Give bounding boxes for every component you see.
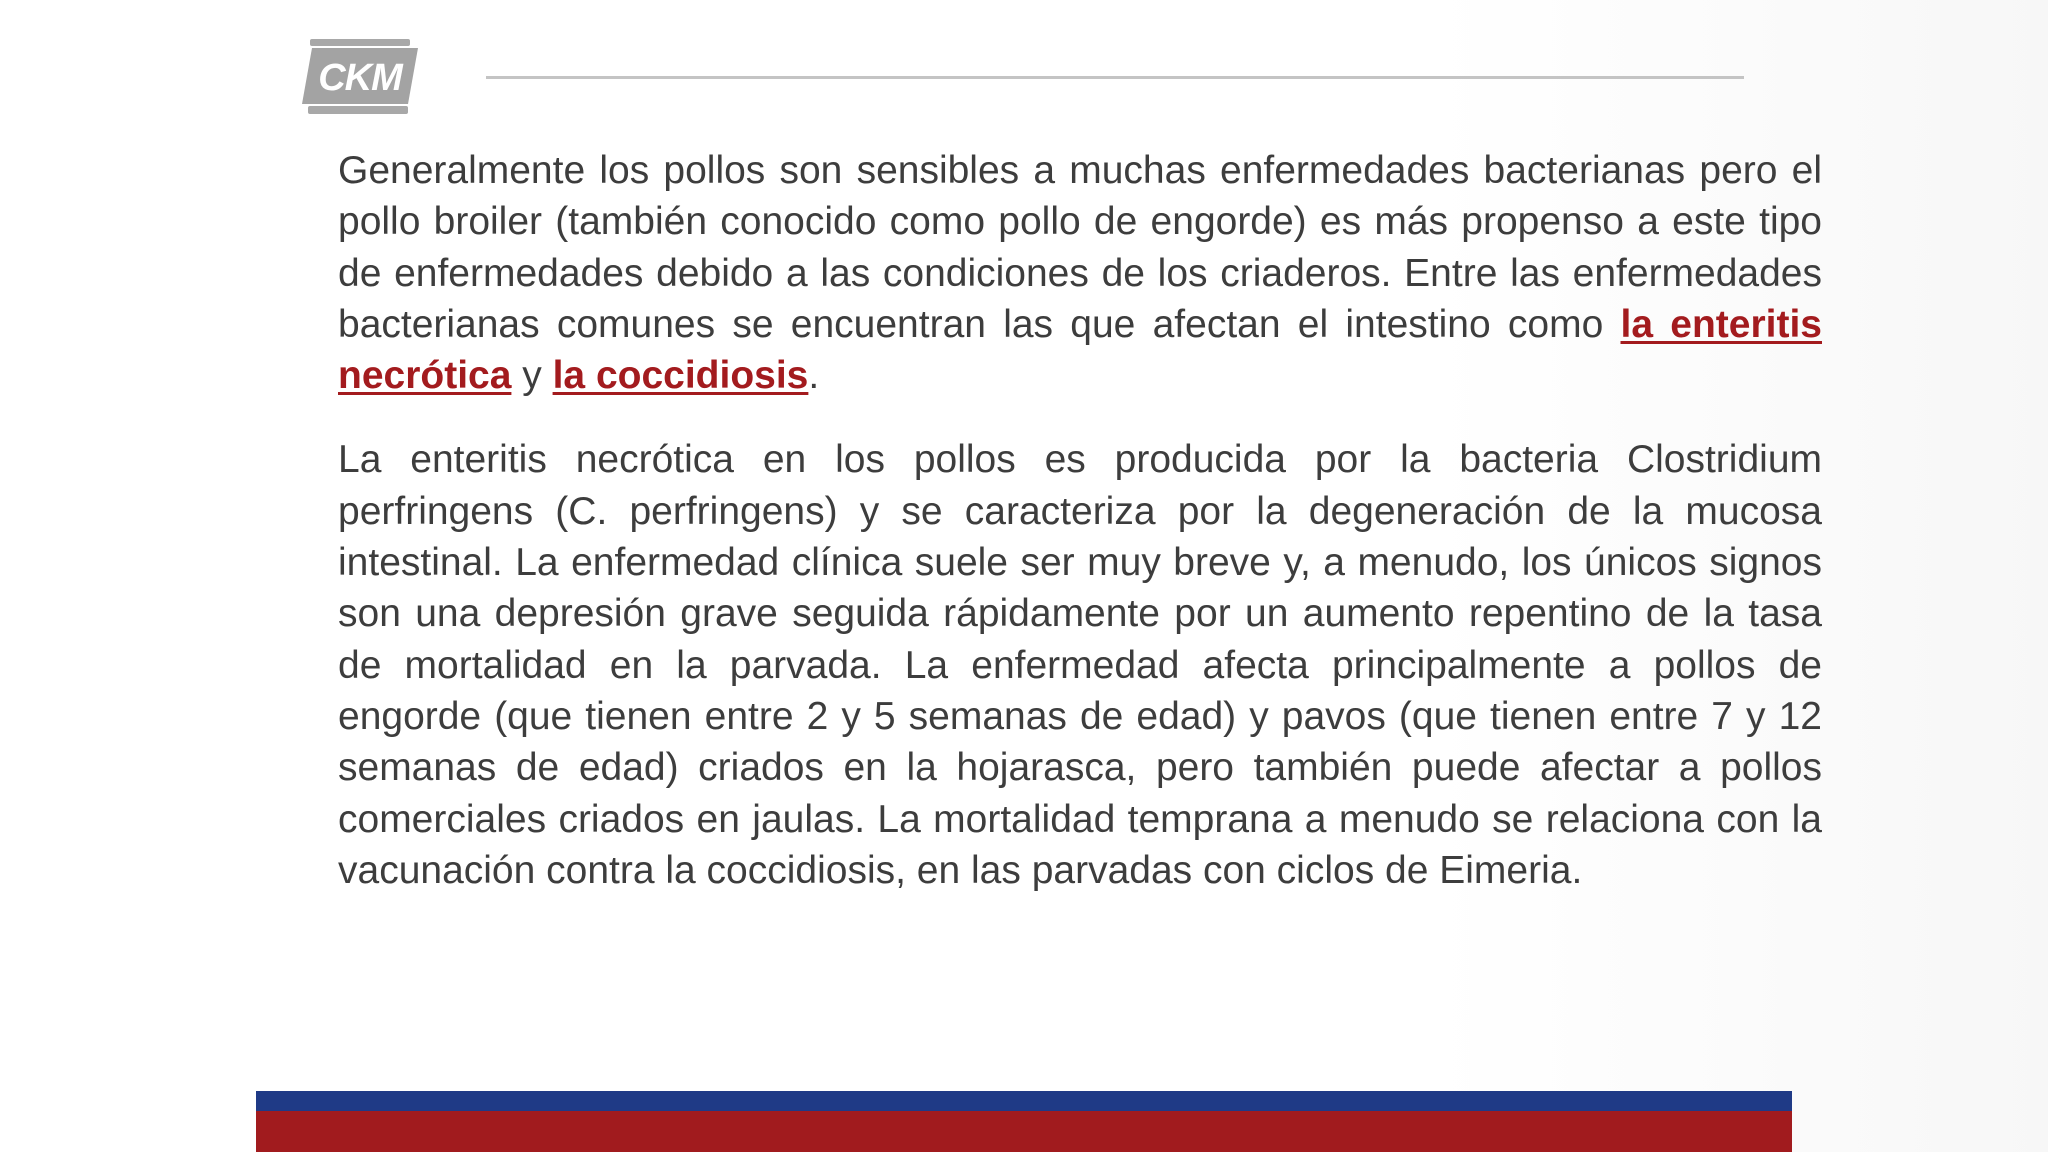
paragraph-intro-connector: y xyxy=(511,354,553,398)
header-divider xyxy=(486,76,1744,79)
footer-band-red xyxy=(256,1111,1792,1152)
link-coccidiosis[interactable]: la coccidiosis xyxy=(552,354,809,398)
slide-body xyxy=(338,145,1822,929)
ckm-logo xyxy=(300,38,424,118)
footer-band-blue xyxy=(256,1091,1792,1111)
paragraph-intro-end: . xyxy=(808,354,820,398)
logo-text: CKM xyxy=(318,57,402,99)
link-enteritis-necrotica[interactable]: la enteritis necrótica xyxy=(338,302,1822,398)
paragraph-enteritis: La enteritis necrótica en los pollos es producida por la bacteria Clostridium perfringens (C. perfringens) y se caracteriza por la degeneración de la mucosa intestinal. La enfermedad clínica suele ser muy breve y, a menudo, los únicos signos son una depresión grave seguida rápidamente por un aumento repentino de la tasa de mortalidad en la parvada. La enfermedad afecta principalmente a pollos de engorde (que tienen entre 2 y 5 semanas de edad) y pavos (que tienen entre 7 y 12 semanas de edad) criados en la hojarasca, pero también puede afectar a pollos comerciales criados en jaulas. La mortalidad temprana a menudo se relaciona con la vacunación contra la coccidiosis, en las parvadas con ciclos de Eimeria. xyxy=(338,438,1822,892)
paragraph-intro-text: Generalmente los pollos son sensibles a muchas enfermedades bacterianas pero el pollo broiler (también conocido como pollo de engorde) es más propenso a este tipo de enfermedades debido a las condiciones de los criaderos. Entre las enfermedades bacterianas comunes se encuentran las que afectan el intestino como xyxy=(338,149,1822,346)
paragraph-intro xyxy=(338,145,1822,401)
